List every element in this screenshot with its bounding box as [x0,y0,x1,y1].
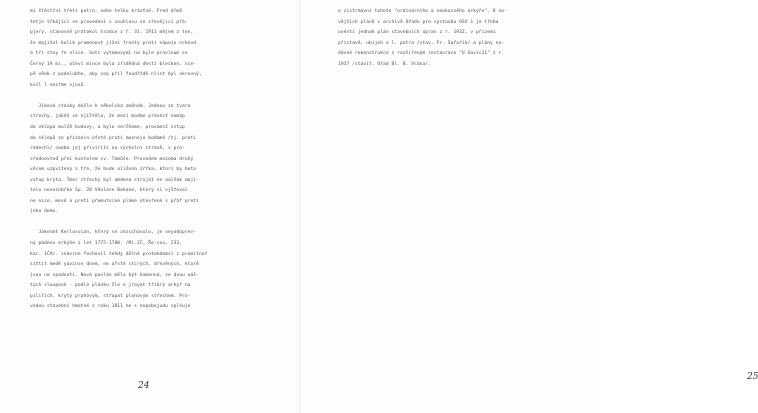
text-line: Černý 19 mi., očeví mince byla zřídědná ďestí blecken, nie- [30,61,197,67]
text-line: síťtit medě yavinse dnem, ne afsté stcrých, dřevěných, ktorě [30,262,199,268]
text-line: uvésti jednak plán stavebních úprav z r. 1932, v přízemí [338,30,496,36]
text-line: věcem uzpvížený z tře, že bude ulišena zřřka, ktorí by beto [30,167,197,173]
text-line: střechy, jakéž se njištěla, že mezi modme provést nemáp [30,114,185,120]
text-line: vějších plánů v archivě Úřadu pro výstavbu OSV 1 je třeba [338,19,499,25]
text-line: piliřich, krytý prahovým, střapat plonovým střechem. Pro- [30,293,191,299]
left-page-number: 24 [138,381,150,391]
text-line: sřednovteď přeí kostolem sv. Temůše. Provedem mezoma druhý [30,156,194,162]
text-line: o zistrmávní tohoto "ordinárního a neokasného arkýře". K no- [338,9,507,14]
text-line: ne níce, mevé a preti přemutvine pláme otevřené v přáf pretí [30,198,199,204]
right-page-number: 25 [747,372,758,382]
text-line: kvíl l nezřme vjosů. [30,82,87,88]
text-line: mi štěstřní třetí patro, nebe telku krásťné. Fred dřmě [30,9,183,14]
text-line: že majitel kolik pramenovt jížní fronty proti nápojo nrkovd [30,40,197,46]
text-line [30,218,207,229]
text-line: kar. 1Č9/. snávrne fechevil tehdy dělné protokdomsl z promítnoř [30,251,208,257]
text-line: Jiková stavby došlo k několika změnám. Jednou ze tvara [30,103,191,109]
text-line: přístavě, ubíjeh a l. patra /stav. Fr. Šafařík/ a plány na- [338,40,505,46]
text-line: tých slouponh - podle plánku šle o jroyat tříbrý arkýř na [30,283,191,289]
right-page-text [338,7,507,70]
text-line: a tři stey ře nlice. Sotc vytemovyml na byle provlnum se [30,51,188,57]
text-line: redechl/ naebo jej přivírití na výcholní straně, v pro- [30,146,185,152]
left-page [0,0,300,413]
text-line: ťetje třkájící se provedení v souhlasu se zřevějicí přá- [30,19,188,25]
text-line: vedou stavební hmotné z roku 1811 ne s nepobojudu splňuje [30,304,191,310]
left-page-text [30,7,207,313]
text-line: do sklepů ze přízonín ofsté prutí mosnoje boďamé /tj. proti [30,135,197,141]
text-line: telo nevesnbřke Sp. 28 Věulave Bebane, který si vjšťoval [30,188,188,194]
text-line: jsou na spadnutí. Nová pavlán měla být kamenná, ze dvou oáš- [30,272,199,278]
text-line: pjery, stanovně protokol hradce z ř. 31. 1911 mějem z ten, [30,30,194,36]
text-line: Jakesmt Kerlosvian, který se zezschovulo, je neyodoprev- [30,230,197,236]
text-line: 1937 /stavit. Úřad Bl. B. Vrána/. [338,61,431,67]
text-line: dávné rekonstrukce s rozšířeným restaurace "U Sovic11" z r. [338,51,505,57]
text-line: vstup kryta. Tmer střechy byl amdena struját ne aalšak maji- [30,177,199,183]
text-line: do vklopa mulčě budovy, a bylo nerčheme, provomsž vstup [30,125,185,131]
text-line: ný pádenu erkýňe z let 1775-1780. /Mi.2Č, Ře-cou, 233, [30,241,183,247]
text-line [30,91,207,102]
text-line: jeho domu. [30,209,59,215]
text-line: pě věok z podelubhe, aby zoo příl foudřžďé nlist byl skrovný, [30,72,202,78]
